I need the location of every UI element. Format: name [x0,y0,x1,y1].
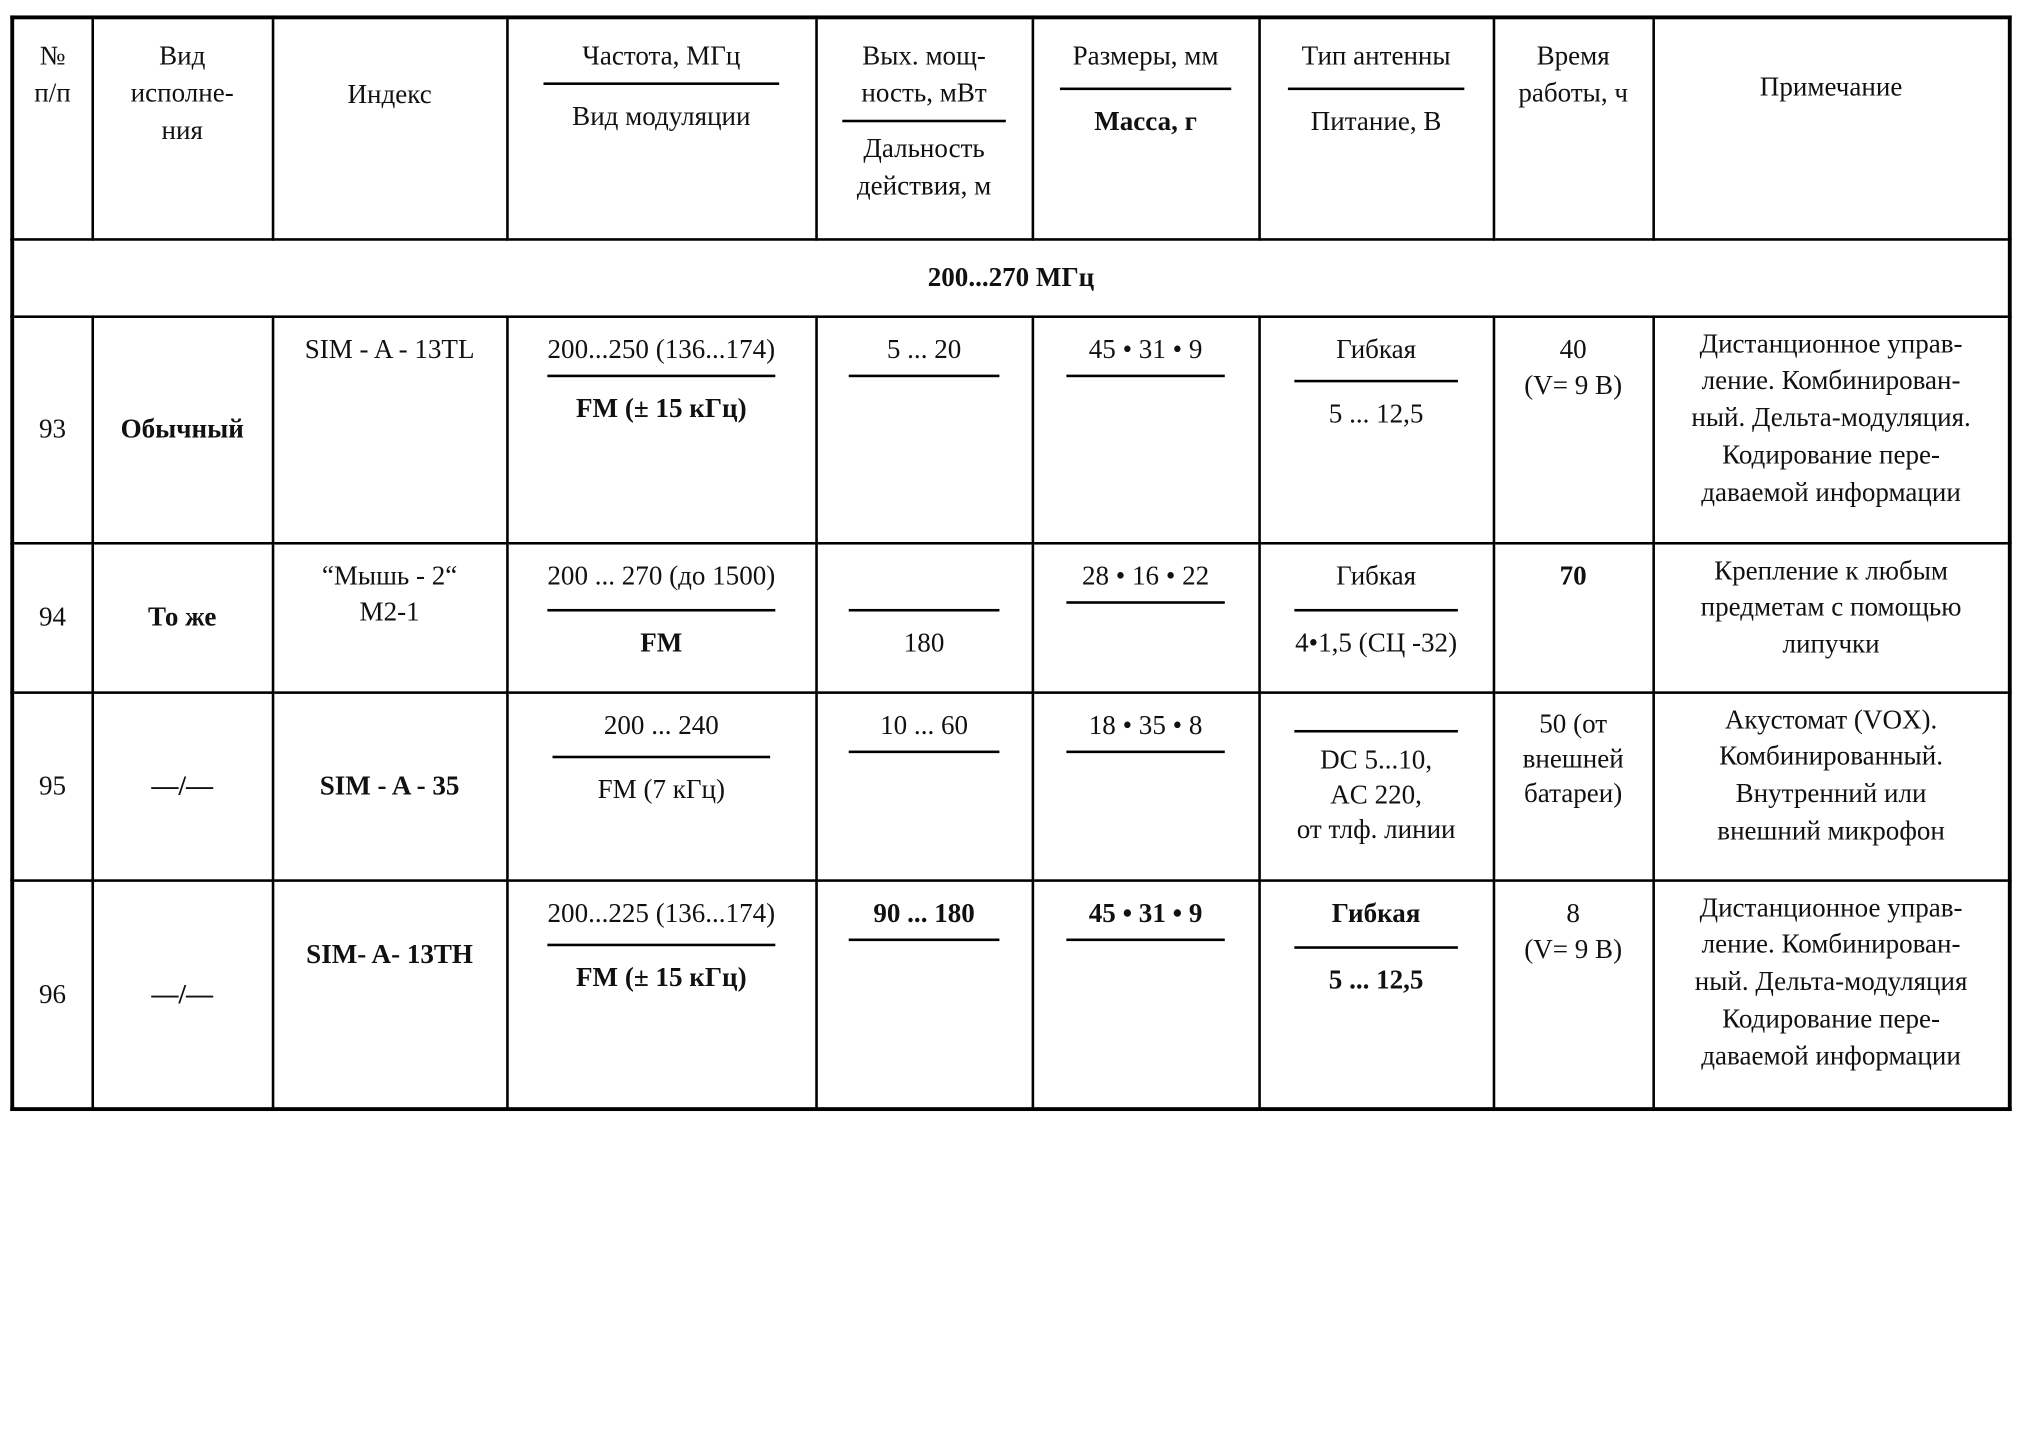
row-antenna-value [1295,706,1458,732]
row-size-value: 45 • 31 • 9 [1067,894,1225,942]
header-size-label: Размеры, мм [1060,37,1231,90]
row-size-value: 45 • 31 • 9 [1067,330,1225,378]
header-time: Время работы, ч [1493,17,1653,238]
row-time: 70 [1493,543,1653,692]
header-frequency-label: Частота, МГц [544,37,779,85]
header-antenna-label: Тип антенны [1288,37,1465,90]
row-frequency-value: 200...225 (136...174) [548,894,776,947]
header-mass-label: Масса, г [1094,105,1197,137]
specs-table [10,15,2011,1111]
row-note: Дистанционное управ- ление. Комбинирован- ный. Дельта-модуляция. Кодирование пере- даваемой информации [1653,316,2010,543]
row-kind: —/— [92,880,272,1109]
row-frequency [507,543,816,692]
row-range-value: 180 [903,626,945,658]
row-antenna-value: Гибкая [1295,557,1458,612]
row-time: 50 (от внешней батареи) [1493,692,1653,880]
header-power-label: Вых. мощ- ность, мВт [843,37,1006,122]
row-kind: Обычный [92,316,272,543]
row-power-value [849,557,999,611]
table-row [12,692,2010,880]
row-antenna-value: Гибкая [1295,894,1458,949]
row-supply-value: 4•1,5 (СЦ -32) [1295,627,1458,659]
header-antenna [1259,17,1493,238]
row-size-value: 18 • 35 • 8 [1067,706,1225,754]
header-kind: Вид исполне- ния [92,17,272,238]
row-frequency [507,880,816,1109]
row-power-value: 5 ... 20 [849,330,999,378]
row-kind: —/— [92,692,272,880]
row-antenna [1259,316,1493,543]
row-index: SIM - A - 35 [272,692,506,880]
frequency-band-row [12,239,2010,316]
row-size [1032,316,1259,543]
row-power [816,316,1032,543]
row-supply-value: DC 5...10, AC 220, от тлф. линии [1296,743,1456,845]
row-power-value: 10 ... 60 [849,706,999,754]
header-index: Индекс [272,17,506,238]
row-kind: То же [92,543,272,692]
row-modulation-value: FM [640,627,683,659]
row-supply-value: 5 ... 12,5 [1328,964,1424,996]
row-modulation-value: FM (± 15 кГц) [576,962,747,994]
row-number: 95 [12,692,92,880]
header-note: Примечание [1653,17,2010,238]
header-modulation-label: Вид модуляции [572,100,751,132]
table-row [12,543,2010,692]
row-modulation-value: FM (± 15 кГц) [576,393,747,425]
row-frequency [507,316,816,543]
row-number: 93 [12,316,92,543]
header-range-label: Дальность действия, м [856,132,992,201]
row-frequency-value: 200 ... 270 (до 1500) [547,557,775,612]
row-antenna [1259,692,1493,880]
row-note: Дистанционное управ- ление. Комбинирован- ный. Дельта-модуляция Кодирование пере- даваемой информации [1653,880,2010,1109]
table-header-row [12,17,2010,238]
frequency-band-title: 200...270 МГц [12,239,2010,316]
row-index: “Мышь - 2“ M2-1 [272,543,506,692]
row-frequency-value: 200...250 (136...174) [548,330,776,378]
row-power [816,692,1032,880]
row-size [1032,692,1259,880]
row-note: Крепление к любым предметам с помощью липучки [1653,543,2010,692]
row-antenna [1259,880,1493,1109]
row-number: 96 [12,880,92,1109]
header-power [816,17,1032,238]
table-row [12,316,2010,543]
row-size [1032,543,1259,692]
row-power [816,880,1032,1109]
header-power-supply-label: Питание, В [1310,105,1442,137]
header-frequency [507,17,816,238]
header-num: № п/п [12,17,92,238]
row-note: Акустомат (VOX). Комбинированный. Внутренний или внешний микрофон [1653,692,2010,880]
row-antenna-value: Гибкая [1295,330,1458,383]
row-index: SIM - A - 13TL [272,316,506,543]
row-index: SIM- A- 13TH [272,880,506,1109]
row-frequency [507,692,816,880]
row-supply-value: 5 ... 12,5 [1328,398,1424,430]
row-power [816,543,1032,692]
row-antenna [1259,543,1493,692]
row-time: 8 (V= 9 B) [1493,880,1653,1109]
row-modulation-value: FM (7 кГц) [597,774,726,806]
row-size [1032,880,1259,1109]
row-power-value: 90 ... 180 [849,894,999,942]
row-size-value: 28 • 16 • 22 [1067,557,1225,605]
row-frequency-value: 200 ... 240 [553,706,770,759]
row-time: 40 (V= 9 B) [1493,316,1653,543]
header-size [1032,17,1259,238]
table-row [12,880,2010,1109]
row-number: 94 [12,543,92,692]
